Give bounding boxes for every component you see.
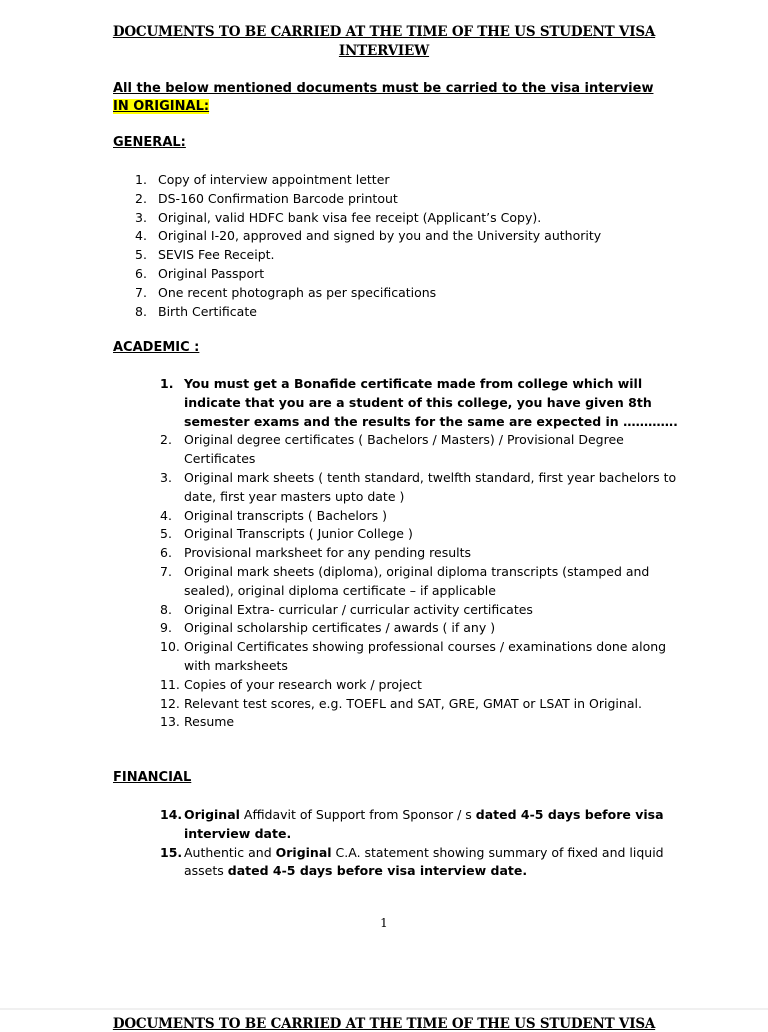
list-item: [160, 469, 680, 507]
list-item: [160, 563, 680, 601]
list-item-number: 9.: [160, 620, 172, 636]
list-item-number: 4.: [160, 507, 172, 523]
list-item-text: Original Certificates showing professional courses / examinations done along with marksheets: [184, 639, 667, 673]
next-page-title: DOCUMENTS TO BE CARRIED AT THE TIME OF THE US STUDENT VISA: [112, 1016, 656, 1032]
list-item: [160, 844, 680, 882]
list-item-number: 1.: [135, 172, 147, 187]
financial-documents-list: [160, 806, 680, 881]
list-item: [160, 601, 680, 620]
list-item-text: Original mark sheets (diploma), original diploma transcripts (stamped and sealed), original diploma certificate – if applicable: [184, 563, 650, 598]
list-item: [160, 507, 680, 526]
list-item-text: Original Extra- curricular / curricular activity certificates: [184, 601, 533, 617]
list-item: [160, 525, 680, 544]
list-item: [135, 265, 601, 284]
list-item-number: 8.: [135, 303, 147, 319]
document-title-line-1: DOCUMENTS TO BE CARRIED AT THE TIME OF THE US STUDENT VISA: [112, 24, 656, 40]
list-item-text: Copies of your research work / project: [184, 676, 422, 692]
list-item-number: 12.: [160, 695, 180, 711]
section-heading-financial: FINANCIAL: [113, 770, 192, 785]
list-item-text: Original scholarship certificates / awards ( if any ): [184, 620, 496, 636]
list-item-number: 15.: [160, 844, 183, 860]
list-item: [160, 676, 680, 695]
list-item-text: Affidavit of Support from Sponsor / s: [239, 807, 476, 822]
list-item-text: Relevant test scores, e.g. TOEFL and SAT, GRE, GMAT or LSAT in Original.: [184, 695, 642, 711]
list-item-number: 14.: [160, 807, 183, 822]
list-item-number: 8.: [160, 601, 172, 617]
list-item: [135, 284, 601, 303]
list-item-text: Copy of interview appointment letter: [158, 172, 390, 187]
list-item-number: 10.: [160, 639, 180, 655]
page-divider: [0, 1008, 768, 1010]
list-item-text: Provisional marksheet for any pending results: [184, 545, 472, 561]
list-item: [160, 638, 680, 676]
list-item-text: Authentic and: [184, 844, 276, 860]
list-item: [160, 431, 680, 469]
list-item: [160, 619, 680, 638]
list-item-number: 7.: [135, 284, 147, 300]
intro-paragraph: [113, 80, 673, 116]
list-item: [160, 375, 680, 431]
list-item-text: Original I-20, approved and signed by you and the University authority: [158, 228, 602, 244]
list-item: [135, 246, 601, 265]
intro-text: All the below mentioned documents must be carried to the visa interview: [113, 81, 654, 96]
list-item-text: SEVIS Fee Receipt.: [158, 247, 275, 263]
list-item-number: 5.: [135, 247, 147, 263]
list-item-number: 5.: [160, 526, 172, 542]
list-item-text: DS-160 Confirmation Barcode printout: [158, 190, 398, 206]
list-item: [160, 806, 680, 844]
list-item-text: C.A. statement showing summary of fixed and liquid assets: [184, 844, 664, 879]
list-item-number: 6.: [135, 265, 147, 281]
list-item-number: 2.: [160, 432, 172, 448]
bold-text: Original: [184, 807, 240, 822]
list-item: [135, 171, 601, 190]
list-item-number: 13.: [160, 714, 180, 730]
academic-documents-list: [160, 375, 680, 732]
list-item-number: 4.: [135, 228, 147, 244]
intro-highlight: IN ORIGINAL:: [113, 99, 210, 114]
list-item: [160, 544, 680, 563]
list-item-text: Original, valid HDFC bank visa fee receipt (Applicant’s Copy).: [158, 209, 542, 225]
list-item-text: Original Transcripts ( Junior College ): [184, 526, 413, 542]
list-item-text: Original Passport: [158, 265, 265, 281]
list-item-number: 11.: [160, 676, 180, 692]
list-item-number: 3.: [160, 469, 172, 485]
section-heading-academic: ACADEMIC :: [113, 340, 200, 355]
list-item-number: 7.: [160, 563, 172, 579]
list-item-text: Original degree certificates ( Bachelors / Masters) / Provisional Degree Certificates: [184, 432, 624, 467]
list-item: [160, 713, 680, 732]
list-item-text: One recent photograph as per specifications: [158, 284, 437, 300]
list-item: [135, 209, 601, 228]
document-title-line-2: INTERVIEW: [338, 43, 430, 59]
page-number: 1: [380, 916, 388, 930]
list-item-number: 2.: [135, 190, 147, 206]
list-item: [135, 303, 601, 322]
list-item: [135, 227, 601, 246]
list-item-number: 1.: [160, 376, 174, 391]
list-item-text: Resume: [184, 714, 235, 730]
list-item-number: 6.: [160, 545, 172, 561]
list-item-text: Birth Certificate: [158, 303, 257, 319]
bold-text: Original: [275, 844, 332, 860]
list-item-text: Original mark sheets ( tenth standard, twelfth standard, first year bachelors to date, first year masters upto date ): [184, 469, 677, 504]
section-heading-general: GENERAL:: [113, 135, 186, 150]
bold-text: dated 4-5 days before visa interview date.: [184, 807, 664, 841]
list-item: [160, 695, 680, 714]
list-item-number: 3.: [135, 209, 147, 225]
general-documents-list: [135, 171, 601, 321]
list-item: [135, 190, 601, 209]
list-item-text: You must get a Bonafide certificate made from college which will indicate that you are a student of this college, you have given 8th semester exams and the results for the same are expected in ………….: [184, 376, 678, 429]
list-item-text: Original transcripts ( Bachelors ): [184, 507, 388, 523]
bold-text: dated 4-5 days before visa interview date.: [227, 863, 528, 879]
